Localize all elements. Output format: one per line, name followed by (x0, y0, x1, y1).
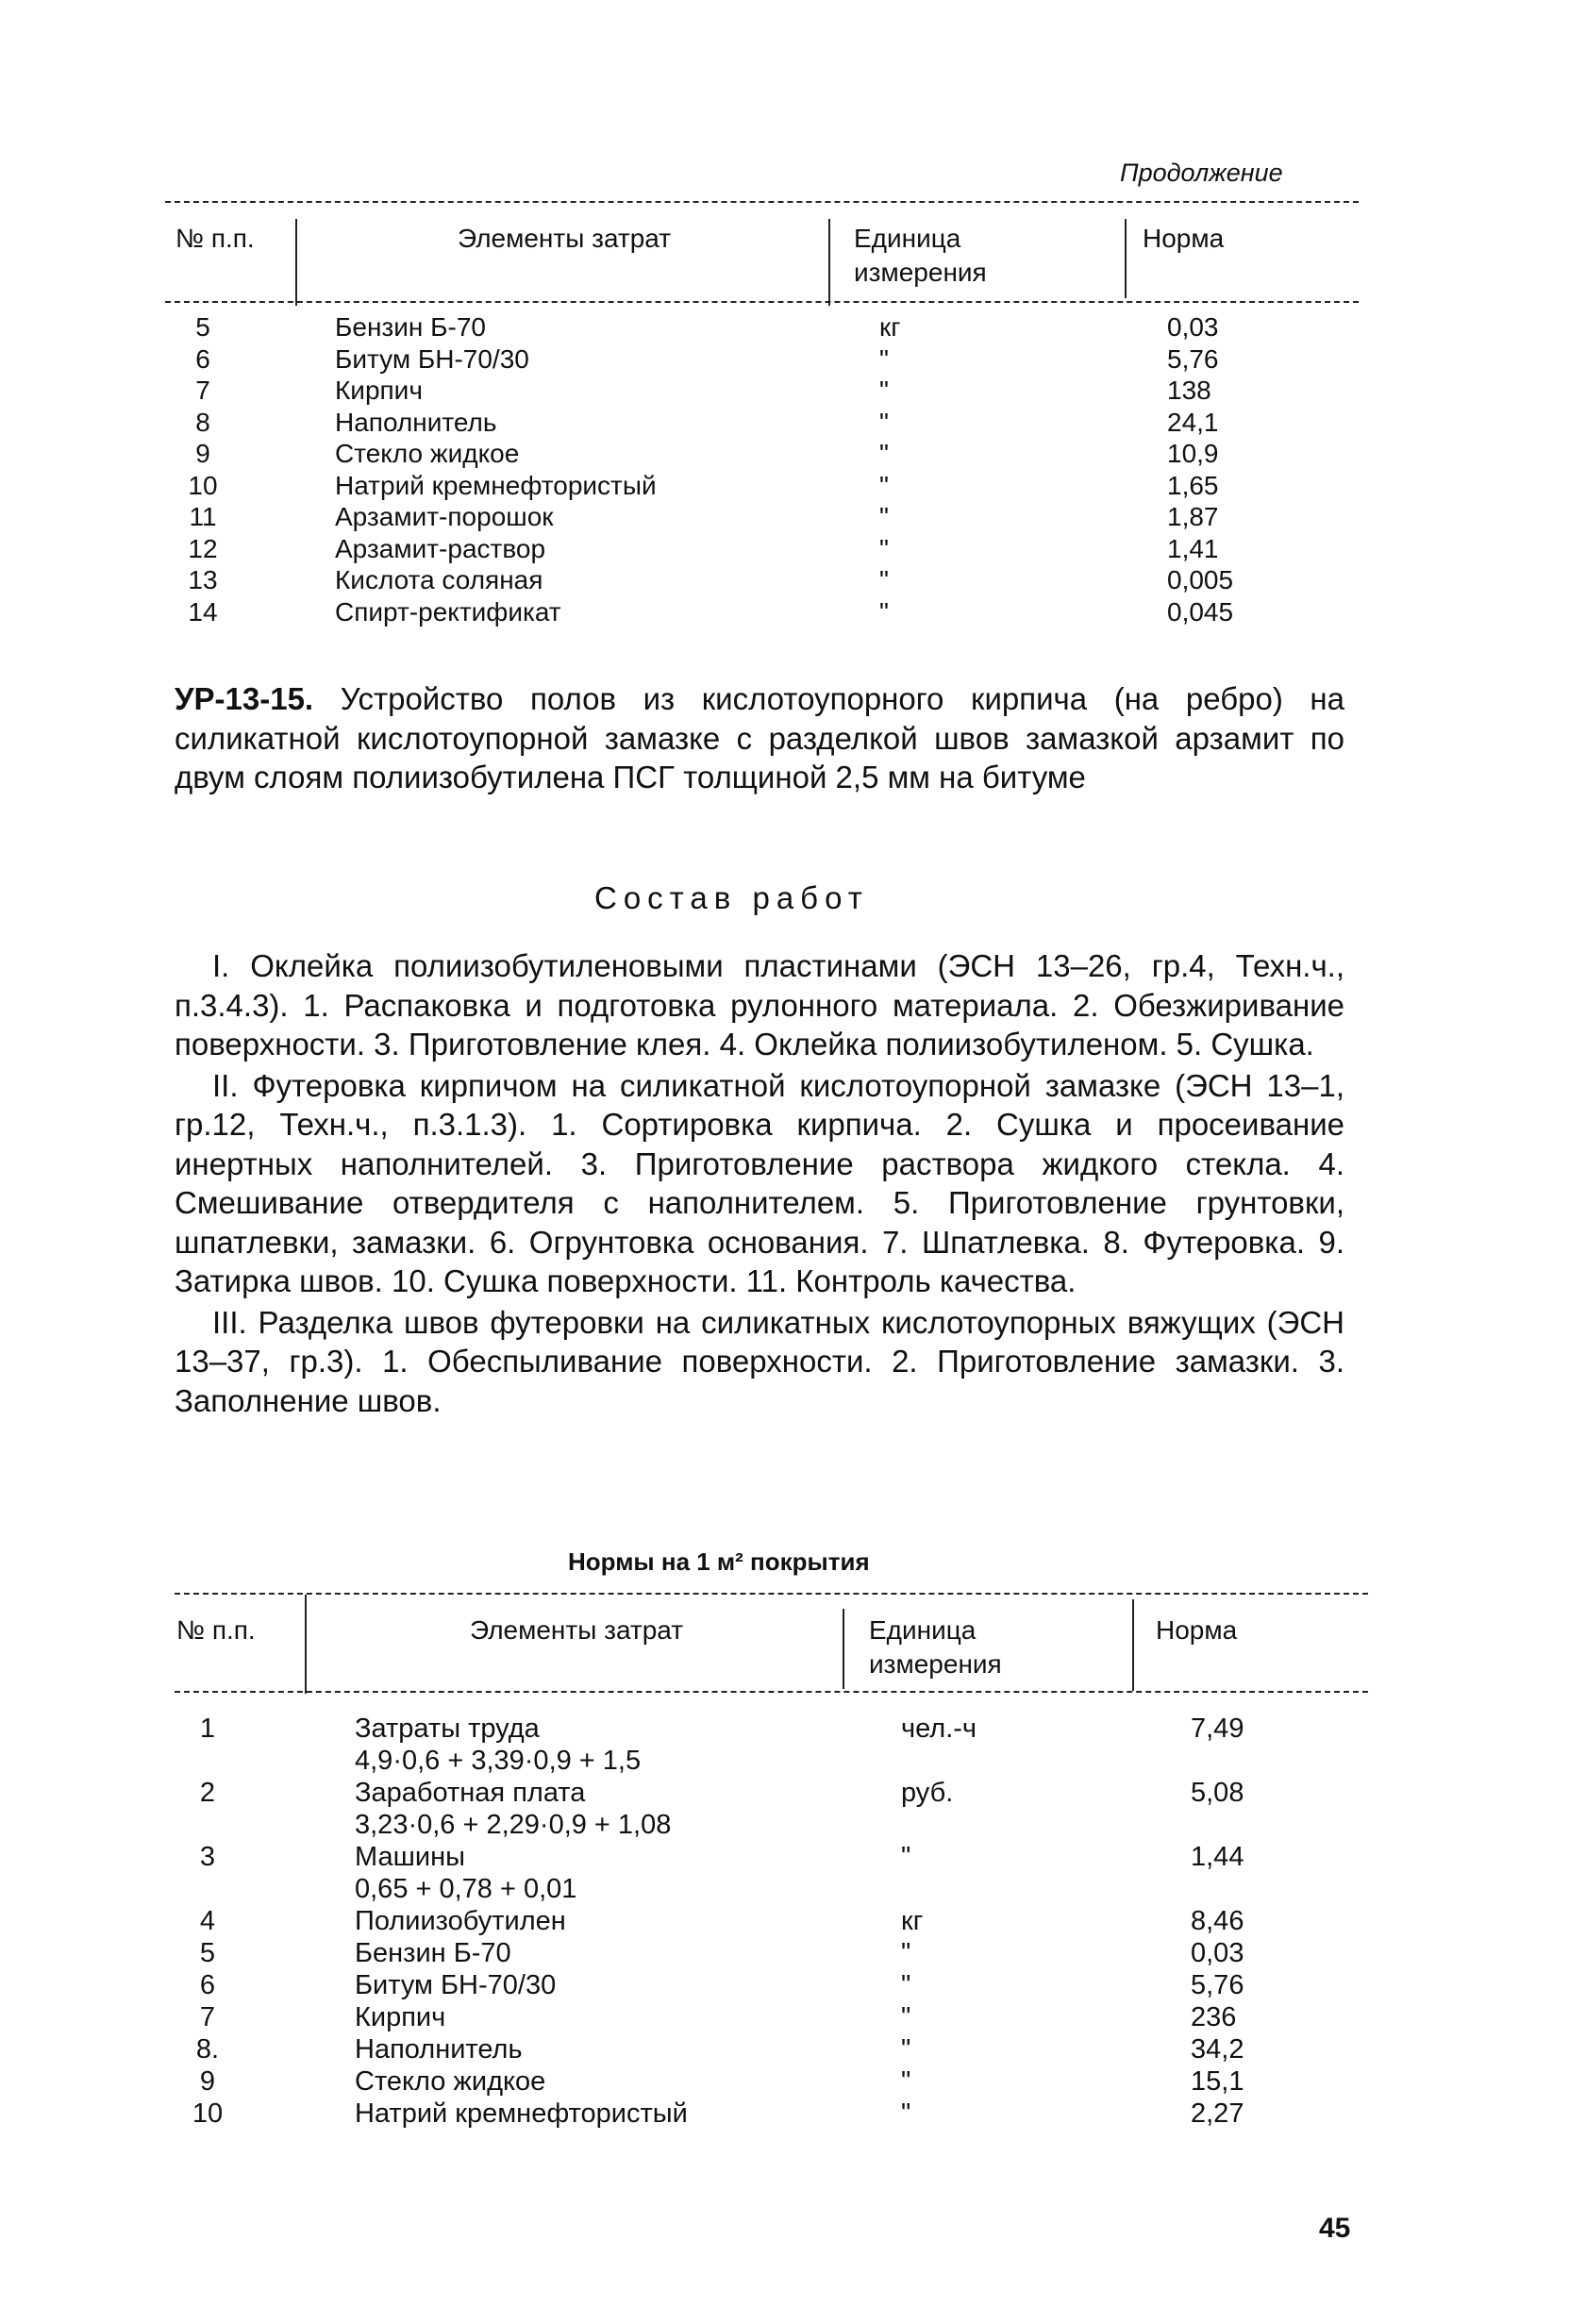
row-number: 6 (195, 343, 210, 374)
row-norm: 138 (1167, 376, 1211, 405)
row-element: Бензин Б-70 (355, 1938, 511, 1968)
table1-col-divider (828, 219, 830, 306)
continuation-label: Продолжение (1120, 159, 1283, 187)
work-item-number: III. (212, 1304, 247, 1340)
table2-header-num: № п.п. (176, 1615, 256, 1645)
table1-col-divider (1125, 219, 1127, 298)
work-item-number: II. (212, 1067, 239, 1103)
table2-body (0, 1713, 1586, 2130)
row-number: 7 (195, 376, 210, 405)
row-unit: чел.-ч (901, 1714, 977, 1744)
row-number: 6 (199, 1970, 216, 2000)
table-row (0, 1713, 1586, 1777)
table-row (0, 407, 1586, 439)
row-number: 13 (188, 565, 218, 594)
table1-top-rule (165, 201, 1359, 203)
row-norm: 34,2 (1191, 2034, 1244, 2065)
work-item (175, 1066, 1344, 1301)
table-row (0, 596, 1586, 628)
row-unit: " (879, 407, 889, 437)
table2-header-rule (175, 1691, 1368, 1693)
row-unit: " (879, 439, 889, 468)
table-row (0, 311, 1586, 343)
table-row (0, 564, 1586, 596)
row-unit: " (901, 2098, 911, 2129)
table-row (0, 2001, 1586, 2033)
row-unit: " (879, 343, 889, 374)
row-element: Машины (355, 1842, 465, 1872)
table-row (0, 1905, 1586, 1937)
table1-header-elements: Элементы затрат (458, 224, 672, 253)
table1-header-num: № п.п. (175, 224, 255, 253)
row-element: Наполнитель (355, 2034, 523, 2065)
table-row (0, 533, 1586, 565)
work-item-text: Оклейка полиизобутиленовыми пластинами (ЭСН 13–26, гр.4, Техн.ч., п.3.4.3). 1. Распаковка и подготовка рулонного материала. 2. Обезжиривание поверхности. 3. Приготовление клея. 4. Оклейка полиизобутиленом. 5. Сушка. (175, 948, 1345, 1062)
row-norm: 1,65 (1167, 470, 1219, 500)
row-number: 9 (199, 2066, 216, 2097)
row-element: Полиизобутилен (355, 1906, 566, 1936)
work-item-number: I. (212, 948, 230, 983)
row-unit: кг (879, 312, 901, 342)
row-norm: 5,08 (1191, 1778, 1244, 1808)
row-unit: " (879, 565, 889, 594)
row-norm: 5,76 (1191, 1970, 1244, 2000)
table-row (0, 1937, 1586, 1969)
row-element: Битум БН-70/30 (355, 1970, 557, 2000)
row-unit: " (901, 2002, 911, 2032)
row-element: Кирпич (355, 2002, 446, 2032)
row-number: 5 (199, 1938, 216, 1968)
row-number: 3 (199, 1842, 216, 1872)
table1-header-unit: Единица измерения (854, 224, 987, 287)
work-item (175, 946, 1344, 1064)
row-element: Кислота соляная (335, 565, 543, 594)
composition-heading: Состав работ (594, 880, 869, 915)
table-row (0, 2065, 1586, 2098)
row-element: Кирпич (335, 376, 423, 405)
row-unit: кг (901, 1906, 924, 1936)
row-unit: руб. (901, 1778, 954, 1808)
row-unit: " (879, 502, 889, 531)
row-element: Спирт-ректификат (335, 596, 561, 627)
row-element: Арзамит-раствор (335, 533, 546, 563)
table2-col-divider (1132, 1599, 1134, 1691)
table1-col-divider (295, 219, 297, 306)
table2-header-norm: Норма (1156, 1615, 1238, 1645)
table1-header-norm: Норма (1143, 224, 1225, 253)
row-element: Стекло жидкое (355, 2066, 546, 2097)
row-unit: " (879, 376, 889, 405)
row-norm: 0,03 (1191, 1938, 1244, 1968)
row-number: 11 (189, 502, 217, 531)
table-row (0, 438, 1586, 470)
row-unit: " (901, 1842, 911, 1872)
row-norm: 0,005 (1167, 565, 1234, 594)
row-unit: " (879, 596, 889, 627)
row-number: 10 (192, 2098, 224, 2129)
table-row (0, 1841, 1586, 1905)
work-item-text: Футеровка кирпичом на силикатной кислотоупорной замазке (ЭСН 13–1, гр.12, Техн.ч., п.3.1.3). 1. Сортировка кирпича. 2. Сушка и просеивание инертных наполнителей. 3. Приготовление раствора жидкого стекла. 4. Смешивание отвердителя с наполнителем. 5. Приготовление грунтовки, шпатлевки, замазки. 6. Огрунтовка основания. 7. Шпатлевка. 8. Футеровка. 9. Затирка швов. 10. Сушка поверхности. 11. Контроль качества. (175, 1067, 1345, 1298)
row-norm: 236 (1191, 2002, 1237, 2032)
norms-title: Нормы на 1 м² покрытия (568, 1547, 870, 1576)
row-element: Стекло жидкое (335, 439, 520, 468)
row-element: Бензин Б-70 (335, 312, 486, 342)
table-row (0, 501, 1586, 533)
table-row (0, 470, 1586, 502)
row-number: 5 (195, 312, 210, 342)
table-row (0, 2098, 1586, 2130)
row-element: Наполнитель (335, 407, 497, 437)
row-norm: 0,03 (1167, 312, 1219, 342)
row-norm: 5,76 (1167, 343, 1219, 374)
row-norm: 0,045 (1167, 596, 1234, 627)
row-unit: " (901, 2066, 911, 2097)
row-norm: 1,41 (1167, 533, 1219, 563)
row-number: 4 (199, 1906, 216, 1936)
row-element: Арзамит-порошок (335, 502, 554, 531)
row-norm: 2,27 (1191, 2098, 1244, 2129)
section-title (175, 679, 1344, 797)
row-number: 14 (188, 596, 218, 627)
row-element: Натрий кремнефтористый (335, 470, 657, 500)
table2-header-unit: Единица измерения (869, 1615, 1002, 1679)
row-norm: 1,44 (1191, 1842, 1244, 1872)
table1-header-rule (165, 301, 1359, 303)
row-unit: " (901, 2034, 911, 2065)
row-element: Затраты труда (355, 1714, 540, 1744)
table2-col-divider (305, 1595, 307, 1694)
row-number: 10 (188, 470, 218, 500)
table-row (0, 2033, 1586, 2065)
section-code: УР-13-15. (175, 681, 314, 716)
page-number: 45 (1319, 2213, 1351, 2244)
table-row (0, 1777, 1586, 1841)
row-number: 8. (195, 2034, 220, 2065)
row-formula: 4,9·0,6 + 3,39·0,9 + 1,5 (355, 1746, 642, 1776)
row-unit: " (901, 1970, 911, 2000)
table-row (0, 1969, 1586, 2001)
row-number: 9 (195, 439, 210, 468)
table1-body (0, 311, 1586, 627)
row-formula: 3,23·0,6 + 2,29·0,9 + 1,08 (355, 1810, 672, 1840)
row-number: 1 (199, 1714, 216, 1744)
row-element: Битум БН-70/30 (335, 343, 529, 374)
section-title-text: Устройство полов из кислотоупорного кирпича (на ребро) на силикатной кислотоупорной замазке с разделкой швов замазкой арзамит по двум слоям полиизобутилена ПСГ толщиной 2,5 мм на битуме (175, 681, 1344, 794)
row-number: 8 (195, 407, 210, 437)
row-norm: 1,87 (1167, 502, 1219, 531)
row-norm: 7,49 (1191, 1714, 1244, 1744)
row-number: 7 (199, 2002, 216, 2032)
row-norm: 10,9 (1167, 439, 1219, 468)
row-formula: 0,65 + 0,78 + 0,01 (355, 1874, 577, 1904)
row-element: Натрий кремнефтористый (355, 2098, 688, 2129)
table-row (0, 375, 1586, 407)
work-items (175, 946, 1344, 1422)
row-unit: " (879, 533, 889, 563)
row-unit: " (879, 470, 889, 500)
work-item (175, 1303, 1344, 1421)
table-row (0, 343, 1586, 376)
row-number: 12 (188, 533, 218, 563)
row-number: 2 (199, 1778, 216, 1808)
row-unit: " (901, 1938, 911, 1968)
row-norm: 24,1 (1167, 407, 1219, 437)
table2-top-rule (175, 1593, 1368, 1595)
row-element: Заработная плата (355, 1778, 586, 1808)
row-norm: 8,46 (1191, 1906, 1244, 1936)
work-item-text: Разделка швов футеровки на силикатных кислотоупорных вяжущих (ЭСН 13–37, гр.3). 1. Обеспыливание поверхности. 2. Приготовление замазки. 3. Заполнение швов. (175, 1304, 1344, 1418)
table2-col-divider (843, 1609, 844, 1689)
table2-header-elements: Элементы затрат (470, 1615, 684, 1645)
row-norm: 15,1 (1191, 2066, 1244, 2097)
